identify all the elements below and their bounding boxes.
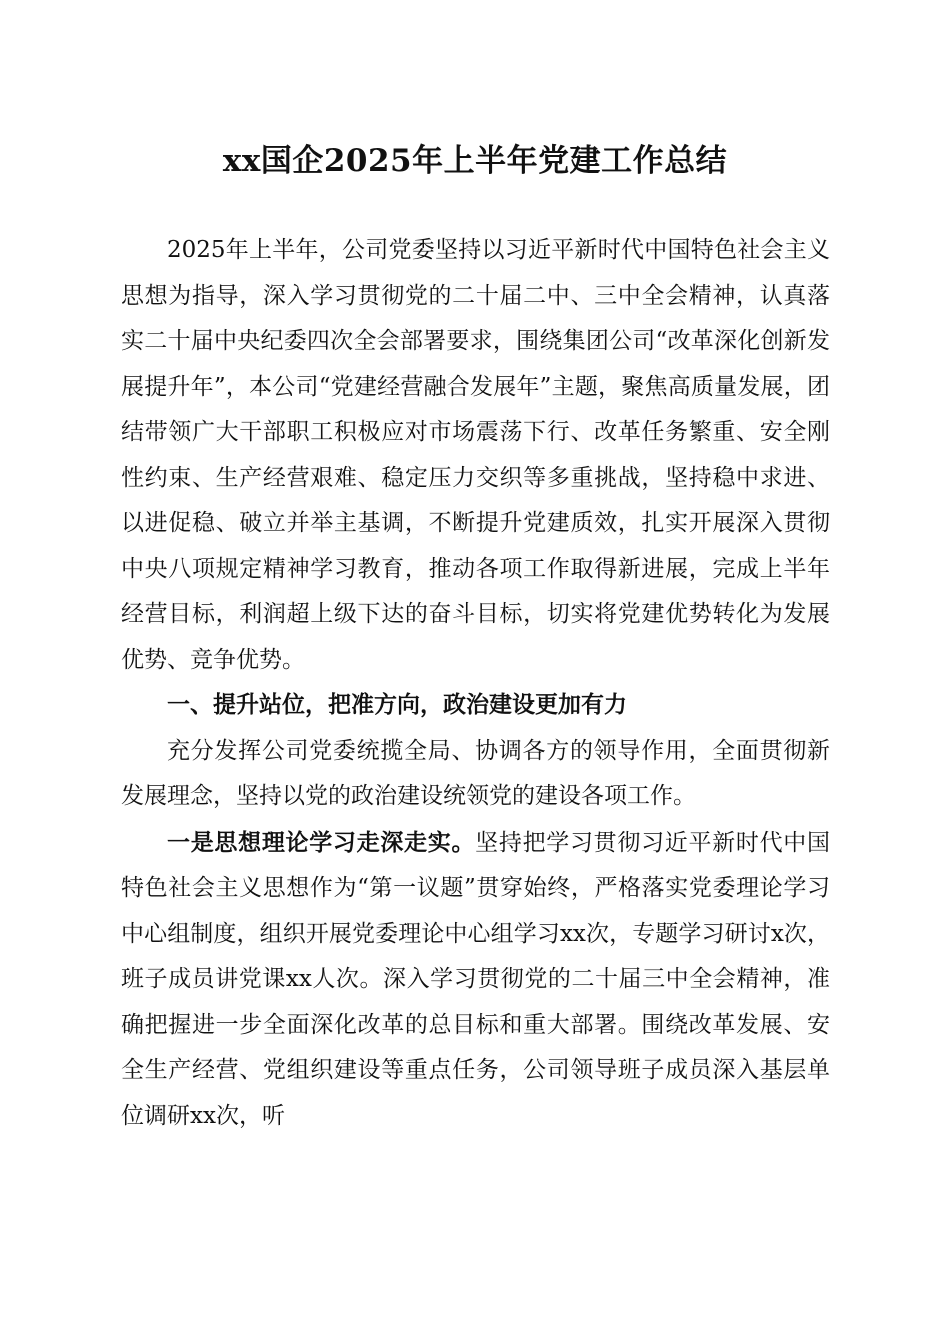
section-1-item-1-paragraph [121, 820, 830, 1140]
intro-paragraph: 2025年上半年，公司党委坚持以习近平新时代中国特色社会主义思想为指导，深入学习贯彻党的二十届二中、三中全会精神，认真落实二十届中央纪委四次全会部署要求，围绕集团公司“改革深化创新发展提升年”，本公司“党建经营融合发展年”主题，聚焦高质量发展，团结带领广大干部职工积极应对市场震荡下行、改革任务繁重、安全刚性约束、生产经营艰难、稳定压力交织等多重挑战，坚持稳中求进、以进促稳、破立并举主基调，不断提升党建质效，扎实开展深入贯彻中央八项规定精神学习教育，推动各项工作取得新进展，完成上半年经营目标，利润超上级下达的奋斗目标，切实将党建优势转化为发展优势、竞争优势。 [121, 237, 830, 673]
section-1-intro-paragraph: 充分发挥公司党委统揽全局、协调各方的领导作用，全面贯彻新发展理念，坚持以党的政治建设统领党的建设各项工作。 [121, 737, 830, 809]
section-1-item-1-lead: 一是思想理论学习走深走实。 [167, 828, 476, 856]
section-1-item-1-body: 坚持把学习贯彻习近平新时代中国特色社会主义思想作为“第一议题”贯穿始终，严格落实党委理论学习中心组制度，组织开展党委理论中心组学习xx次，专题学习研讨x次，班子成员讲党课xx人次。深入学习贯彻党的二十届三中全会精神，准确把握进一步全面深化改革的总目标和重大部署。围绕改革发展、安全生产经营、党组织建设等重点任务，公司领导班子成员深入基层单位调研xx次，听 [121, 829, 831, 1129]
document-title: xx国企2025年上半年党建工作总结 [222, 143, 728, 179]
document-body [121, 228, 830, 1139]
section-1-heading: 一、提升站位，把准方向，政治建设更加有力 [167, 692, 627, 718]
